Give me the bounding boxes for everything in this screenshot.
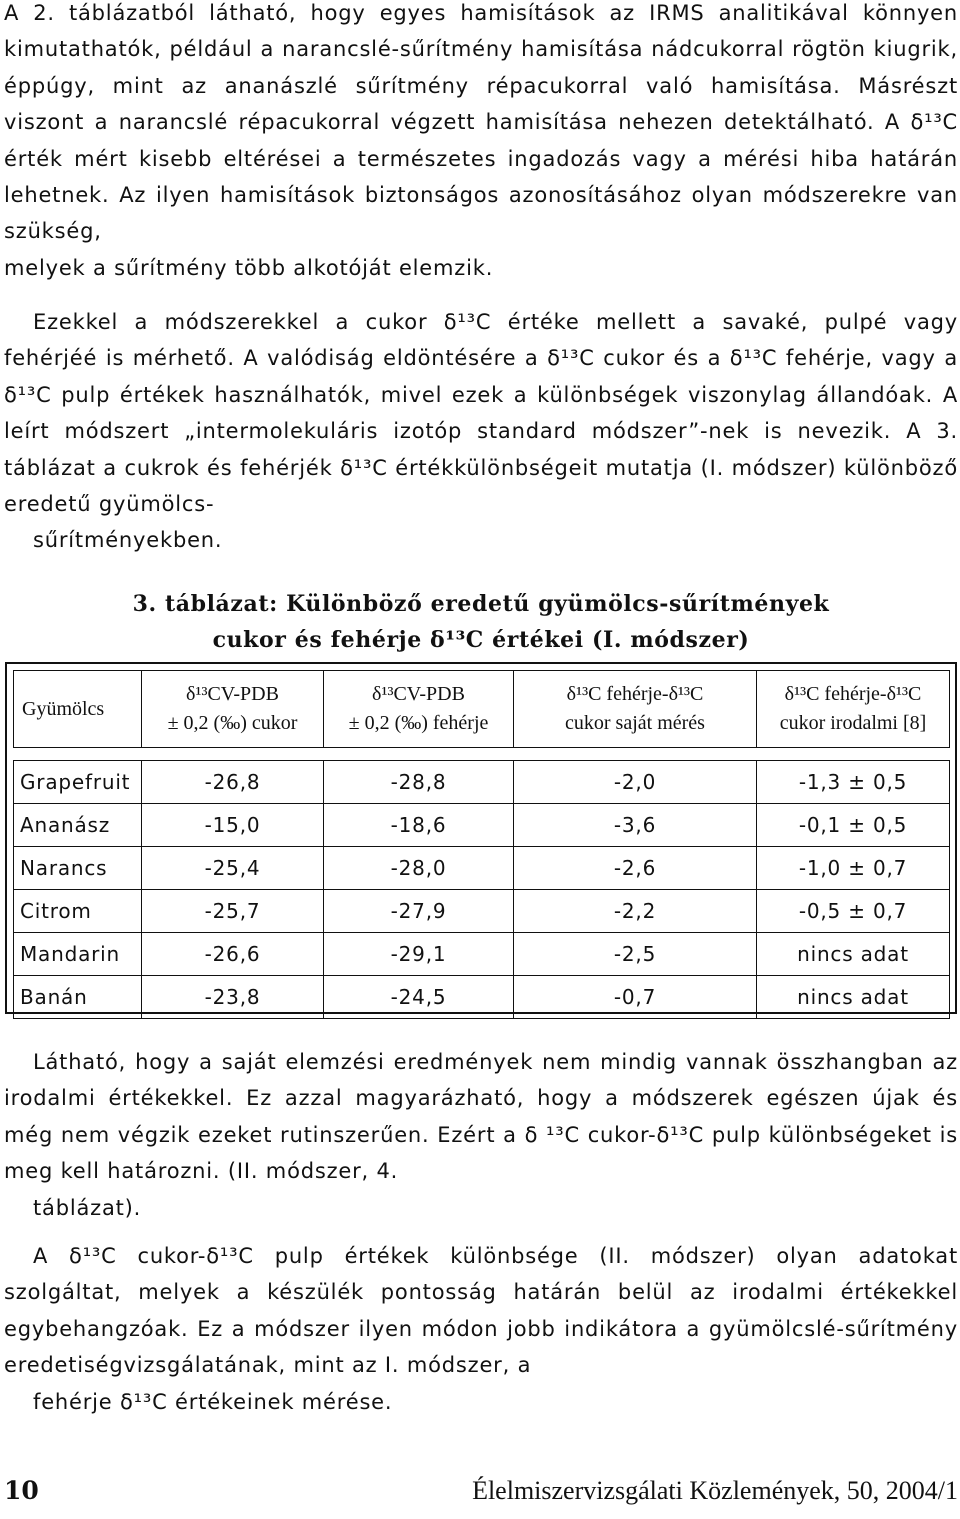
cell-protein: -29,1 — [324, 933, 514, 976]
cell-own: -0,7 — [514, 976, 757, 1019]
cell-lit: -0,5 ± 0,7 — [757, 890, 950, 933]
header-own-measurement — [514, 671, 757, 748]
paragraph-4-body: A δ¹³C cukor-δ¹³C pulp értékek különbsége (II. módszer) olyan adatokat szolgáltat, melyek a készülék pontosság határán belül az irodalmi értékekkel egybehangzóak. Ez a módszer ilyen módon jobb indikátora a gyümölcslé-sűrítmény eredetiségvizsgálatának, mint az I. módszer, a — [4, 1244, 958, 1378]
data-table — [13, 670, 950, 1019]
header-protein-line-1: δ¹³CV-PDB — [372, 683, 465, 705]
table-row — [14, 976, 950, 1019]
cell-protein: -24,5 — [324, 976, 514, 1019]
cell-fruit: Banán — [14, 976, 142, 1019]
paragraph-3-body: Látható, hogy a saját elemzési eredmények nem mindig vannak összhangban az irodalmi értékekkel. Ez azzal magyarázható, hogy a módszerek egészen újak és még nem végzik ezeket rutinszerűen. Ezért a δ ¹³C cukor-δ¹³C pulp különbségeket is meg kell határozni. (II. módszer, 4. — [4, 1050, 958, 1184]
cell-protein: -27,9 — [324, 890, 514, 933]
header-own-line-1: δ¹³C fehérje-δ¹³C — [566, 683, 704, 705]
paragraph-1-body: A 2. táblázatból látható, hogy egyes hamisítások az IRMS analitikával könnyen kimutathatók, például a narancslé-sűrítmény hamisítása nádcukorral rögtön kiugrik, éppúgy, mint az ananászlé sűrítmény répacukorral való hamisítása. Másrészt viszont a narancslé répacukorral végzett hamisítása nehezen detektálható. A δ¹³C érték mért kisebb eltérései a természetes ingadozás vagy a mérési hiba határán lehetnek. Az ilyen hamisítások biztonságos azonosításához olyan módszerekre van szükség, — [4, 1, 958, 244]
cell-own: -3,6 — [514, 804, 757, 847]
cell-sugar: -23,8 — [142, 976, 324, 1019]
header-sugar — [142, 671, 324, 748]
header-protein-line-2: ± 0,2 (‰) fehérje — [348, 712, 489, 734]
paragraph-2 — [4, 304, 958, 559]
cell-fruit: Ananász — [14, 804, 142, 847]
header-own-line-2: cukor saját mérés — [565, 712, 705, 734]
cell-sugar: -15,0 — [142, 804, 324, 847]
paragraph-3 — [4, 1044, 958, 1226]
table-row — [14, 847, 950, 890]
cell-lit: -1,3 ± 0,5 — [757, 761, 950, 804]
journal-title: Élelmiszervizsgálati Közlemények, 50, 2004/1 — [472, 1476, 958, 1505]
paragraph-1 — [4, 0, 958, 286]
cell-protein: -28,8 — [324, 761, 514, 804]
table-caption-line-2: cukor és fehérje δ¹³C értékei (I. módszer) — [212, 627, 750, 653]
page-number: 10 — [4, 1476, 39, 1505]
paragraph-2-body: Ezekkel a módszerekkel a cukor δ¹³C értéke mellett a savaké, pulpé vagy fehérjéé is mérhető. A valódiság eldöntésére a δ¹³C cukor és a δ¹³C fehérje, vagy a δ¹³C pulp értékek használhatók, mivel ezek a különbségek viszonylag állandóak. A leírt módszert „intermolekuláris izotóp standard módszer”-nek is nevezik. A 3. táblázat a cukrok és fehérjék δ¹³C értékkülönbségeit mutatja (I. módszer) különböző eredetű gyümölcs- — [4, 310, 958, 517]
cell-protein: -28,0 — [324, 847, 514, 890]
cell-lit: -1,0 ± 0,7 — [757, 847, 950, 890]
cell-lit: -0,1 ± 0,5 — [757, 804, 950, 847]
table-frame — [5, 662, 957, 1014]
header-sugar-line-2: ± 0,2 (‰) cukor — [167, 712, 298, 734]
table-caption — [4, 586, 958, 658]
table-caption-line-1: 3. táblázat: Különböző eredetű gyümölcs-sűrítmények — [132, 591, 830, 617]
cell-own: -2,6 — [514, 847, 757, 890]
cell-fruit: Narancs — [14, 847, 142, 890]
paragraph-4-last-line: fehérje δ¹³C értékeinek mérése. — [33, 1389, 393, 1414]
paragraph-4 — [4, 1238, 958, 1420]
cell-sugar: -26,8 — [142, 761, 324, 804]
header-protein — [324, 671, 514, 748]
cell-fruit: Citrom — [14, 890, 142, 933]
cell-own: -2,2 — [514, 890, 757, 933]
table-row — [14, 933, 950, 976]
header-lit-line-1: δ¹³C fehérje-δ¹³C — [784, 683, 922, 705]
cell-fruit: Mandarin — [14, 933, 142, 976]
table-row — [14, 761, 950, 804]
paragraph-2-last-line: sűrítményekben. — [33, 528, 223, 553]
cell-sugar: -26,6 — [142, 933, 324, 976]
paragraph-1-last-line: melyek a sűrítmény több alkotóját elemzik. — [4, 255, 494, 280]
cell-own: -2,0 — [514, 761, 757, 804]
table-header-row — [14, 671, 950, 748]
cell-lit: nincs adat — [757, 933, 950, 976]
header-sugar-line-1: δ¹³CV-PDB — [186, 683, 279, 705]
cell-sugar: -25,7 — [142, 890, 324, 933]
cell-fruit: Grapefruit — [14, 761, 142, 804]
table-spacer-row — [14, 748, 950, 761]
cell-own: -2,5 — [514, 933, 757, 976]
cell-sugar: -25,4 — [142, 847, 324, 890]
paragraph-3-last-line: táblázat). — [33, 1195, 142, 1220]
cell-lit: nincs adat — [757, 976, 950, 1019]
table-row — [14, 804, 950, 847]
header-fruit: Gyümölcs — [14, 671, 142, 748]
header-lit-line-2: cukor irodalmi [8] — [779, 712, 927, 734]
header-literature — [757, 671, 950, 748]
cell-protein: -18,6 — [324, 804, 514, 847]
table-row — [14, 890, 950, 933]
